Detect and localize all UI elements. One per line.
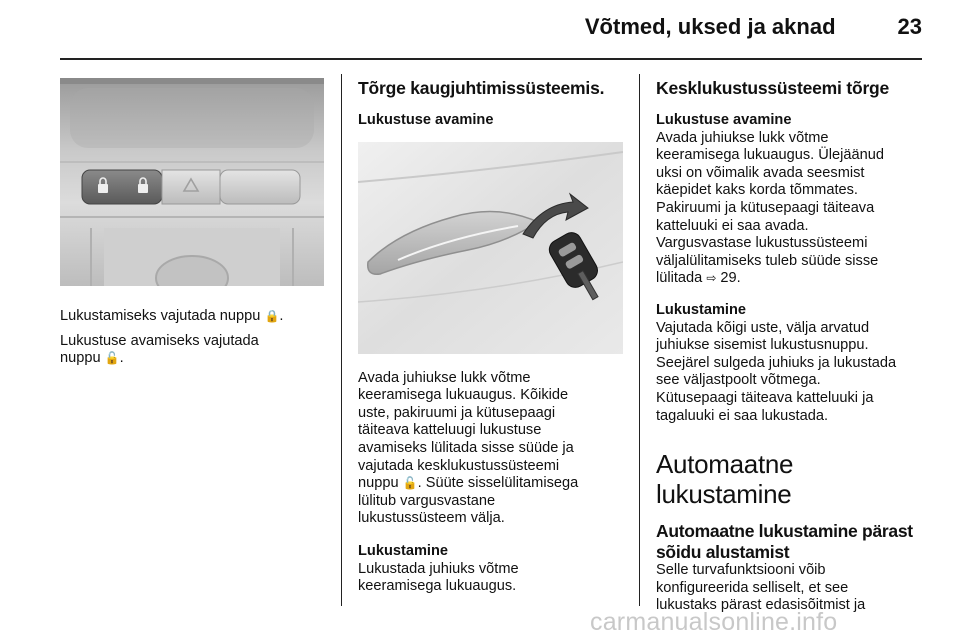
page-header (0, 14, 922, 40)
heading-central-lock-fault: Kesklukustussüsteemi tõrge (656, 78, 890, 98)
para-unlock: Lukustuse avamiseks vajutada nuppu 🔓. (60, 332, 259, 367)
para-lock: Lukustamiseks vajutada nuppu 🔒. (60, 308, 284, 324)
subsection-title: Automaatne lukustamine pärast sõidu alustamist (656, 521, 913, 562)
lock-icon: 🔒 (264, 309, 280, 323)
subheading-lock-2: Lukustamine (656, 301, 747, 318)
body-auto-lock: Selle turvafunktsiooni võib konfigureerida selliselt, et see lukustaks pärast edasisõitmist ja (656, 562, 866, 614)
section-title-auto-lock: Automaatne lukustamine (656, 449, 794, 510)
column-left (60, 78, 324, 368)
column-divider-left (341, 74, 342, 606)
page-reference-icon: ⇨ (706, 271, 717, 286)
subheading-lock: Lukustamine (358, 542, 449, 559)
column-divider-right (639, 74, 640, 606)
heading-remote-fault: Tõrge kaugjuhtimissüsteemis. (358, 78, 605, 98)
subheading-unlock: Lukustuse avamine (358, 112, 494, 128)
unlock-icon: 🔓 (402, 476, 418, 491)
column-right (656, 78, 924, 615)
body-lock-remote-fault: Lukustada juhiuks võtme keeramisega lukuaugus. (358, 560, 519, 595)
body-unlock-remote-fault: Avada juhiukse lukk võtme keeramisega lukuaugus. Kõikide uste, pakiruumi ja kütusepaagi täiteava katteluugi lukustuse avamiseks lülitada sisse süüde ja vajutada kesklukustussüsteemi nuppu 🔓. Süüte sisselülitamisega lülitub vargusvastane lukustussüsteem välja. (358, 369, 579, 527)
header-title: Võtmed, uksed ja aknad (584, 14, 836, 39)
body-central-lock: Vajutada kõigi uste, välja arvatud juhiukse sisemist lukustusnuppu. Seejärel sulgeda juhiuks ja lukustada see väljastpoolt võtmega. Kütusepaagi täiteava katteluuki ja tagaluuki ei saa lukustada. (656, 319, 897, 424)
page-number: 23 (897, 14, 922, 39)
watermark: carmanualsonline.info (590, 608, 838, 636)
unlock-icon: 🔓 (104, 351, 120, 366)
subheading-unlock-2: Lukustuse avamine (656, 112, 792, 128)
lock-buttons-illustration (60, 78, 324, 286)
body-central-unlock: Avada juhiukse lukk võtme keeramisega lukuaugus. Ülejäänud uksi on võimalik avada seesmist käepidet kaks korda tõmmates. Pakiruumi ja kütusepaagi täiteava katteluuki ei saa avada. Vargusvastase lukustussüsteemi väljalülitamiseks tuleb süüde sisse lülitada ⇨ 29. (656, 129, 884, 287)
header-rule (60, 58, 922, 60)
door-handle-key-illustration (358, 142, 623, 354)
column-middle (358, 78, 623, 596)
